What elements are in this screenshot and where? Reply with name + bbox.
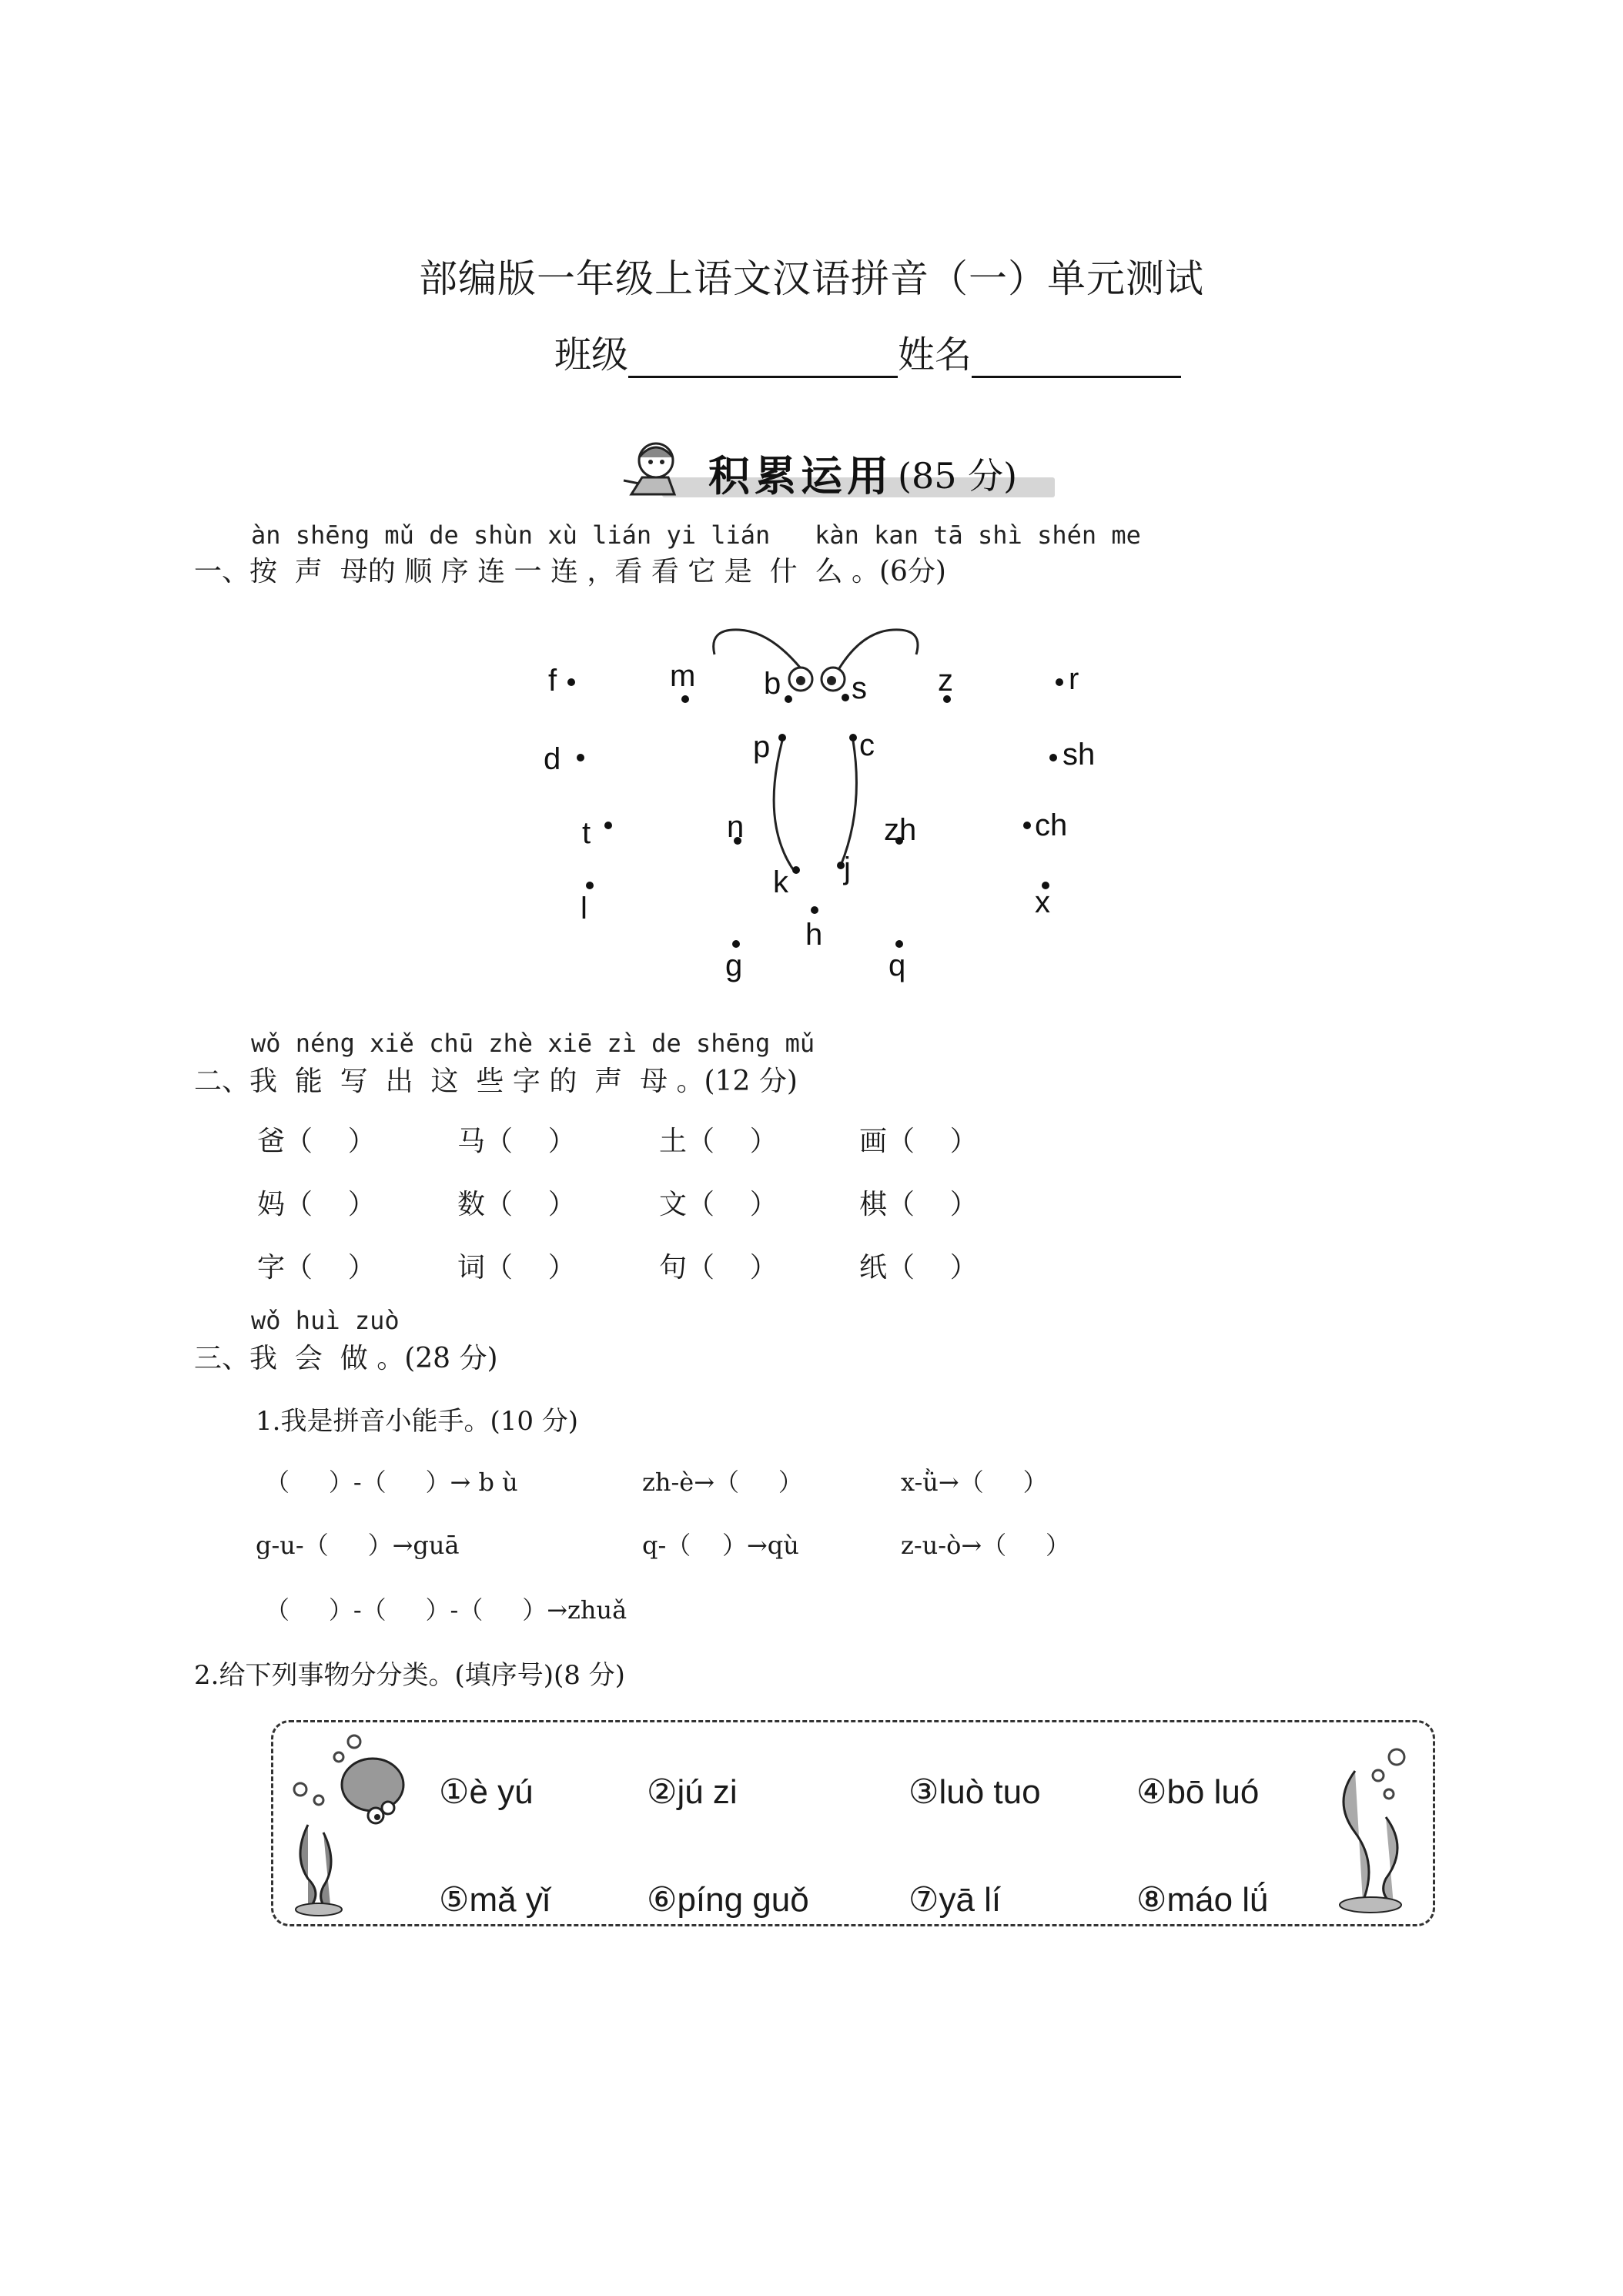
q3-ex-cell[interactable]: g-u-（ ）→guā [256,1531,460,1560]
q3-sub1-title: 1.我是拼音小能手。(10 分) [256,1406,579,1437]
class-label: 班级 [554,333,629,377]
q2-cell[interactable]: 词（ ） [457,1252,576,1284]
option-item: ②jú zi [647,1773,738,1811]
q2-cell[interactable]: 爸（ ） [257,1126,376,1157]
dot-k[interactable] [792,866,800,874]
connect-dots-figure [0,601,1623,1016]
left-leg [774,741,795,872]
kid-mascot-icon [608,437,701,499]
q2-cell[interactable]: 土（ ） [659,1126,778,1157]
q1-text: 一、按 声 母的 顺 序 连 一 连 ，看 看 它 是 什 么 。(6分) [194,556,946,587]
q2-cell[interactable]: 棋（ ） [859,1189,978,1220]
q2-pinyin: wǒ néng xiě chū zhè xiē zì de shēng mǔ [251,1029,815,1058]
q2-cell[interactable]: 文（ ） [659,1189,778,1220]
q3-ex-cell[interactable]: （ ）-（ ）-（ ）→zhuǎ [265,1595,627,1625]
label-zh: zh [884,813,917,847]
page-title: 部编版一年级上语文汉语拼音（一）单元测试 [419,256,1204,301]
label-n: n [727,810,745,844]
option-item: ④bō luó [1136,1773,1260,1811]
dot-m[interactable] [681,695,689,703]
banner-score: (85 分) [898,455,1018,497]
q2-cell[interactable]: 纸（ ） [859,1252,978,1284]
dot-r[interactable] [1056,678,1063,686]
dot-g[interactable] [732,940,740,948]
dot-h[interactable] [811,906,818,914]
q2-cell[interactable]: 妈（ ） [257,1189,376,1220]
q3-text: 三、我 会 做 。(28 分) [194,1343,498,1374]
q2-cell[interactable]: 字（ ） [257,1252,376,1284]
name-label: 姓名 [898,333,972,377]
q2-cell[interactable]: 画（ ） [859,1126,978,1157]
right-leg [841,741,856,865]
label-x: x [1035,885,1050,919]
student-info-line [554,325,1181,378]
dot-f[interactable] [567,678,575,686]
dots-group [567,678,1063,948]
label-t: t [582,816,591,850]
q2-cell[interactable]: 马（ ） [457,1126,576,1157]
q3-pinyin: wǒ huì zuò [251,1306,400,1335]
option-item: ⑧máo lǘ [1136,1881,1269,1919]
label-q: q [888,949,906,982]
class-blank[interactable] [628,339,898,378]
label-h: h [805,918,823,952]
q3-ex-cell[interactable]: zh-è→（ ） [642,1468,803,1497]
left-pupil [796,676,805,685]
dot-p[interactable] [778,734,786,741]
label-m: m [670,659,696,693]
q3-ex-cell[interactable]: q-（ ）→qù [642,1531,799,1560]
octopus-icon [285,1725,416,1917]
label-b: b [764,667,781,701]
q2-text: 二、我 能 写 出 这 些 字 的 声 母 。(12 分) [194,1066,798,1097]
label-d: d [544,742,561,776]
q3-ex-cell[interactable]: z-u-ò→（ ） [901,1531,1071,1560]
label-z: z [938,664,953,698]
label-ch: ch [1035,808,1068,842]
dot-l[interactable] [586,882,594,889]
dot-q[interactable] [895,940,903,948]
label-g: g [725,949,743,982]
dot-ch[interactable] [1023,822,1031,829]
option-item: ⑥píng guǒ [647,1881,809,1919]
label-c: c [859,728,875,762]
label-k: k [773,865,788,899]
q3-sub2-title: 2.给下列事物分分类。(填序号)(8 分) [194,1660,625,1691]
label-sh: sh [1062,738,1096,771]
seaweed-icon [1324,1740,1424,1917]
label-r: r [1069,662,1079,696]
banner-title: 积累运用 [708,452,893,500]
dot-sh[interactable] [1049,754,1057,761]
q2-cell[interactable]: 数（ ） [457,1189,576,1220]
label-j: j [844,852,851,885]
label-l: l [581,892,587,925]
q3-ex-cell[interactable]: （ ）-（ ）→ b ù [265,1468,518,1497]
section-banner [608,437,1070,499]
label-f: f [548,664,557,698]
name-blank[interactable] [972,339,1181,378]
q3-ex-cell[interactable]: x-ǜ→（ ） [901,1468,1048,1497]
label-p: p [753,730,771,764]
q1-pinyin: àn shēng mǔ de shùn xù lián yi lián kàn kan tā shì shén me [251,520,1141,550]
option-item: ⑦yā lí [909,1881,1002,1919]
option-item: ③luò tuo [909,1773,1041,1811]
q2-cell[interactable]: 句（ ） [659,1252,778,1284]
option-item: ⑤mǎ yǐ [439,1881,550,1919]
dot-s[interactable] [842,694,849,701]
label-s: s [852,671,867,705]
dot-t[interactable] [604,822,612,829]
right-pupil [827,676,836,685]
right-antenna [839,630,918,668]
left-antenna [714,630,801,668]
dot-c[interactable] [849,734,857,741]
dot-d[interactable] [577,754,584,761]
dot-b[interactable] [785,695,792,703]
option-item: ①è yú [439,1773,534,1811]
